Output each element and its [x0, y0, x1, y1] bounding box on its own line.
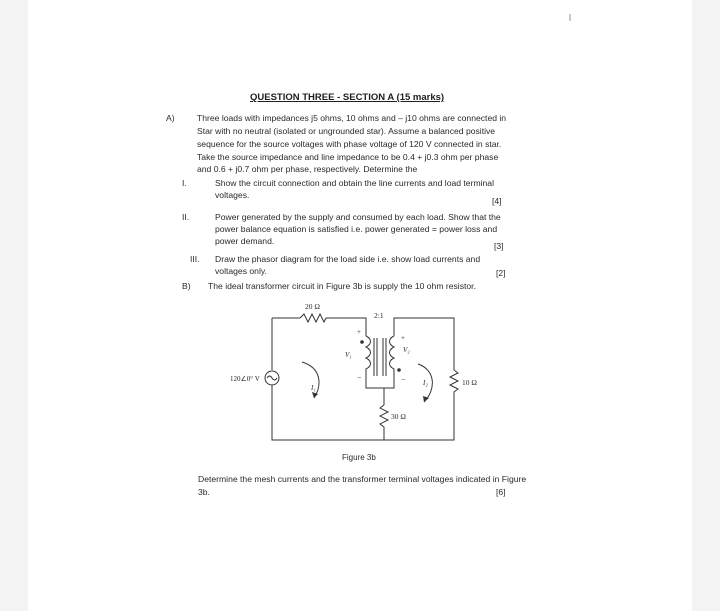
item-2-mark: [3]	[494, 241, 504, 251]
item-2-line-3: power demand.	[215, 236, 275, 246]
wire-primary-bottom	[366, 378, 384, 388]
item-3-line-2: voltages only.	[215, 266, 267, 276]
item-3-number: III.	[190, 254, 200, 264]
wire-top-right	[394, 318, 454, 370]
transformer-core	[374, 338, 386, 376]
resistor-20-ohm	[300, 314, 326, 322]
resistor-30-ohm	[380, 405, 388, 440]
secondary-winding	[390, 336, 395, 378]
label-i2: I₂	[423, 379, 428, 387]
label-20-ohm: 20 Ω	[305, 302, 320, 311]
secondary-minus: −	[401, 375, 406, 384]
secondary-plus: +	[401, 334, 405, 342]
source-wave	[267, 376, 277, 380]
label-i1: I₁	[311, 384, 316, 392]
item-2-line-2: power balance equation is satisfied i.e. power generated = power loss and	[215, 224, 498, 234]
question-heading: QUESTION THREE - SECTION A (15 marks)	[250, 92, 445, 103]
wire-secondary-bottom	[384, 378, 394, 405]
figure-caption: Figure 3b	[342, 453, 376, 462]
primary-polarity-dot	[360, 340, 364, 344]
label-v1: V₁	[345, 351, 352, 359]
item-1-line-2: voltages.	[215, 190, 250, 200]
item-2-number: II.	[182, 212, 190, 222]
wire-bottom	[272, 385, 454, 440]
secondary-polarity-dot	[397, 368, 401, 372]
item-1-number: I.	[182, 178, 187, 188]
part-a-label: A)	[166, 113, 175, 123]
item-1-mark: [4]	[492, 196, 502, 206]
label-30-ohm: 30 Ω	[391, 412, 406, 421]
part-b-mark: [6]	[496, 487, 506, 497]
label-10-ohm: 10 Ω	[462, 378, 477, 387]
label-v2: V₂	[403, 346, 410, 354]
item-2-line-1: Power generated by the supply and consumed by each load. Show that the	[215, 212, 501, 222]
mesh-current-i1-arrow	[302, 362, 319, 398]
item-1-line-1: Show the circuit connection and obtain the line currents and load terminal	[215, 178, 494, 188]
primary-winding	[366, 336, 371, 378]
part-b-question-line-1: Determine the mesh currents and the transformer terminal voltages indicated in Figure	[198, 474, 527, 484]
part-b-label: B)	[182, 281, 191, 291]
item-3-line-1: Draw the phasor diagram for the load side i.e. show load currents and	[215, 254, 481, 264]
part-a-line-3: sequence for the source voltages with phase voltage of 120 V connected in star.	[197, 139, 502, 149]
label-turns-ratio: 2:1	[374, 311, 384, 320]
part-a-line-1: Three loads with impedances j5 ohms, 10 ohms and – j10 ohms are connected in	[197, 113, 507, 123]
item-3-mark: [2]	[496, 268, 506, 278]
primary-minus: −	[357, 373, 362, 382]
part-b-text: The ideal transformer circuit in Figure 3b is supply the 10 ohm resistor.	[208, 281, 476, 291]
part-a-line-5: and 0.6 + j0.7 ohm per phase, respectively. Determine the	[197, 164, 418, 174]
label-source-voltage: 120∠0° V	[230, 375, 260, 383]
part-a-line-2: Star with no neutral (isolated or ungrounded star). Assume a balanced positive	[197, 126, 496, 136]
part-a-line-4: Take the source impedance and line impedance to be 0.4 + j0.3 ohm per phase	[197, 152, 499, 162]
part-b-question-line-2: 3b.	[198, 487, 210, 497]
primary-plus: +	[357, 328, 361, 336]
resistor-10-ohm	[450, 370, 458, 395]
